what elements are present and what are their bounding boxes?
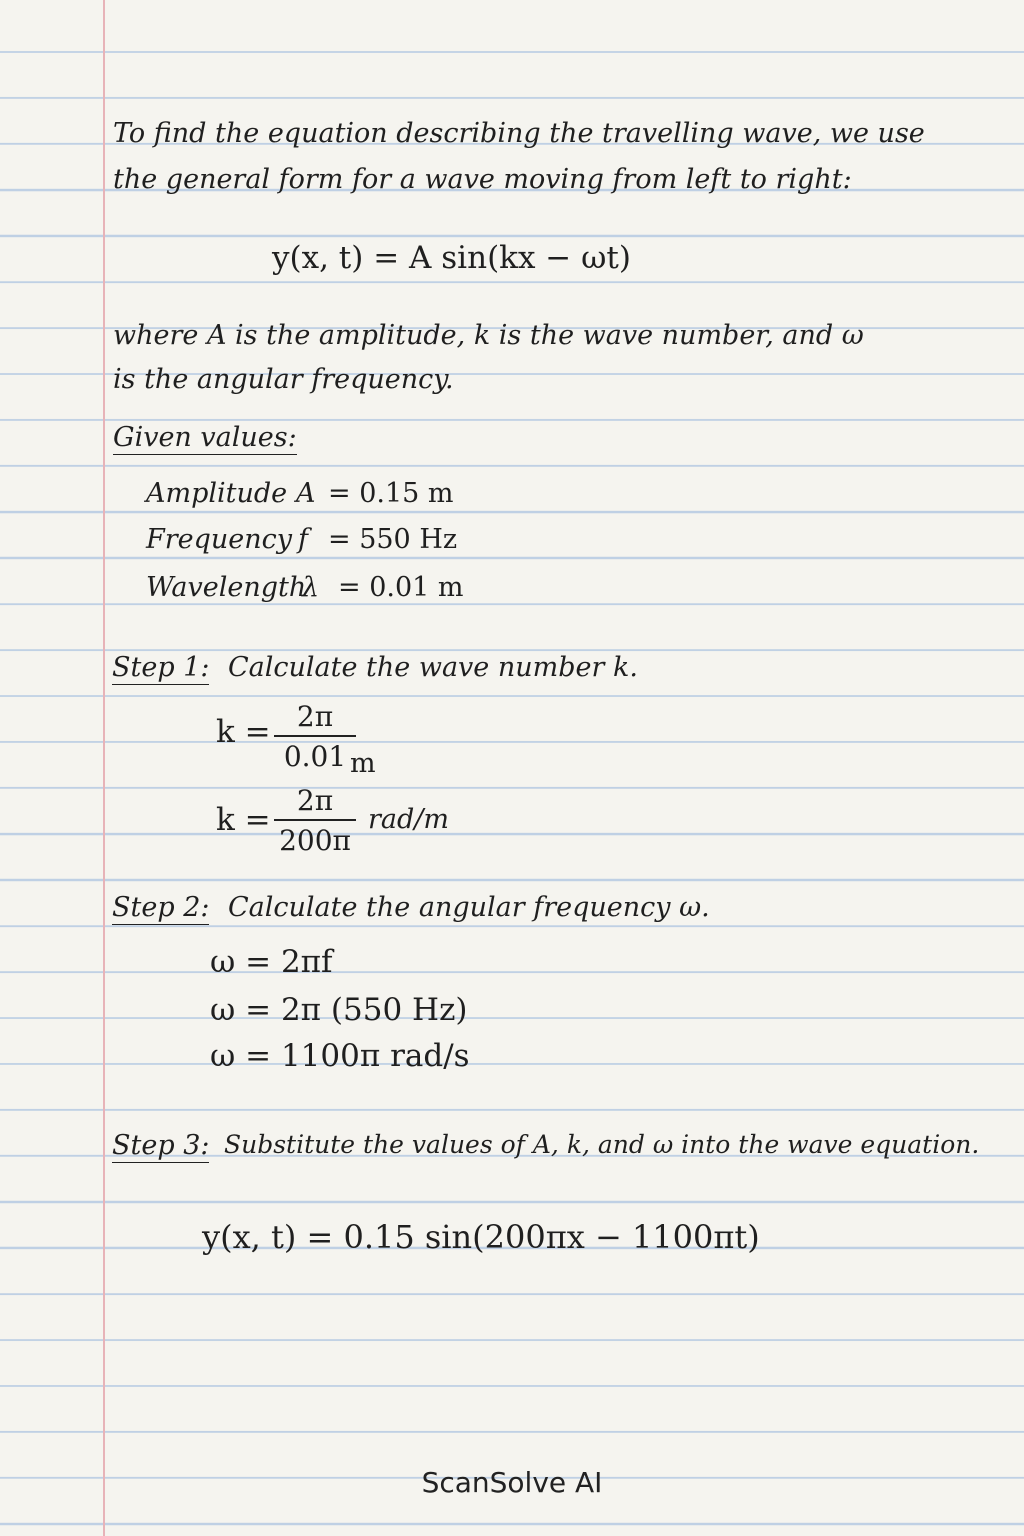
step1-numerator-1: 2π xyxy=(296,700,334,733)
step1-unit-2: rad/m xyxy=(368,804,449,835)
step2-label: Step 2: xyxy=(112,892,210,923)
given-frequency-symbol: f xyxy=(298,524,308,555)
intro-line-2: the general form for a wave moving from left to right: xyxy=(113,164,852,195)
step3-text: Substitute the values of A, k, and ω into the wave equation. xyxy=(224,1130,980,1159)
step1-lhs-2: k = xyxy=(216,802,271,838)
step2-line-3: ω = 1100π rad/s xyxy=(210,1038,470,1074)
given-frequency-label: Frequency xyxy=(146,524,293,555)
given-wavelength-value: = 0.01 m xyxy=(338,572,464,603)
given-heading: Given values: xyxy=(113,422,297,453)
given-amplitude-label: Amplitude xyxy=(146,478,288,509)
fraction-bar xyxy=(274,735,356,737)
general-equation: y(x, t) = A sin(kx − ωt) xyxy=(272,240,631,276)
step1-denominator-2: 200π xyxy=(279,823,351,857)
step1-unit-1: m xyxy=(350,748,376,779)
given-wavelength-label: Wavelength xyxy=(146,572,307,603)
step1-fraction-2 xyxy=(274,784,356,857)
step3-label: Step 3: xyxy=(112,1130,210,1161)
step1-numerator-2: 2π xyxy=(296,784,334,817)
step1-text: Calculate the wave number k. xyxy=(228,652,638,683)
given-amplitude-symbol: A xyxy=(296,478,316,509)
definitions-line-2: is the angular frequency. xyxy=(113,364,454,395)
step1-label: Step 1: xyxy=(112,652,210,683)
given-wavelength-symbol: λ xyxy=(302,572,320,603)
step1-fraction-1 xyxy=(274,700,356,773)
step1-denominator-1: 0.01 xyxy=(283,739,347,773)
intro-line-1: To find the equation describing the travelling wave, we use xyxy=(113,118,925,149)
step2-line-1: ω = 2πf xyxy=(210,944,333,980)
given-frequency-value: = 550 Hz xyxy=(328,524,458,555)
margin-line xyxy=(103,0,105,1536)
final-equation: y(x, t) = 0.15 sin(200πx − 1100πt) xyxy=(202,1218,760,1256)
definitions-line-1: where A is the amplitude, k is the wave number, and ω xyxy=(113,320,864,351)
step2-text: Calculate the angular frequency ω. xyxy=(228,892,710,923)
step2-line-2: ω = 2π (550 Hz) xyxy=(210,992,468,1028)
footer-brand: ScanSolve AI xyxy=(421,1466,603,1499)
given-amplitude-value: = 0.15 m xyxy=(328,478,454,509)
step1-lhs-1: k = xyxy=(216,714,271,750)
fraction-bar xyxy=(274,819,356,821)
